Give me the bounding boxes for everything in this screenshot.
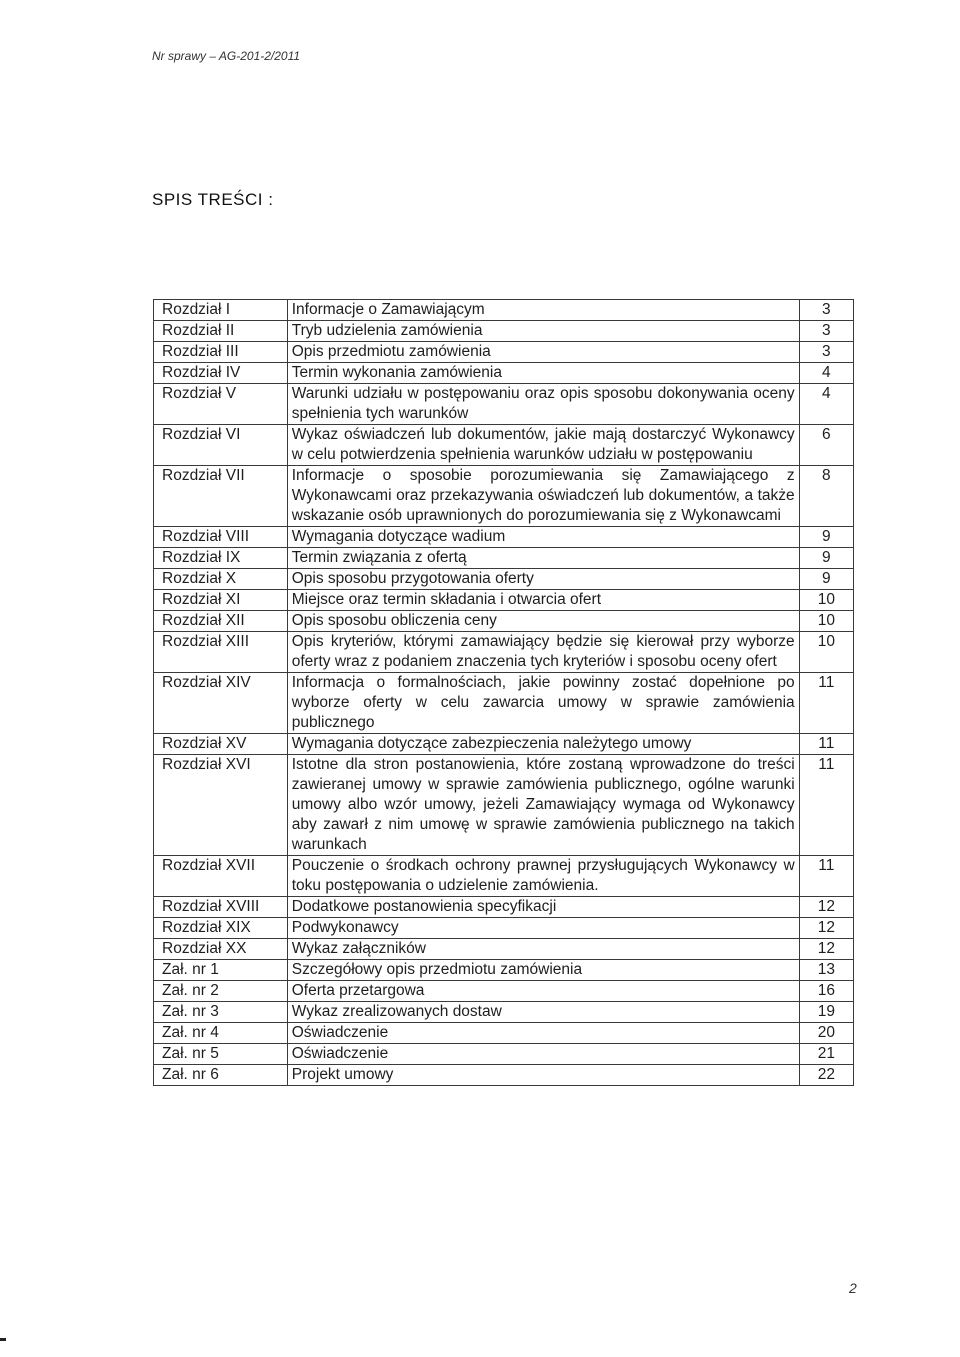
toc-chapter: Zał. nr 4 xyxy=(154,1023,288,1044)
toc-title: Miejsce oraz termin składania i otwarcia ofert xyxy=(287,590,799,611)
toc-chapter: Rozdział XVI xyxy=(154,755,288,856)
toc-page: 12 xyxy=(799,918,853,939)
toc-row xyxy=(154,1065,854,1086)
toc-row xyxy=(154,425,854,466)
toc-chapter: Rozdział VI xyxy=(154,425,288,466)
toc-title: Istotne dla stron postanowienia, które zostaną wprowadzone do treści zawieranej umowy w sprawie zamówienia publicznego, ogólne warunki umowy albo wzór umowy, jeżeli Zamawiający wymaga od Wykonawcy aby zawarł z nim umowę w sprawie zamówienia publicznego na takich warunkach xyxy=(287,755,799,856)
toc-chapter: Rozdział VII xyxy=(154,466,288,527)
toc-title: Informacje o sposobie porozumiewania się Zamawiającego z Wykonawcami oraz przekazywania oświadczeń lub dokumentów, a także wskazanie osób uprawnionych do porozumiewania się z Wykonawcami xyxy=(287,466,799,527)
toc-page: 9 xyxy=(799,548,853,569)
toc-title: Termin wykonania zamówienia xyxy=(287,363,799,384)
toc-row xyxy=(154,569,854,590)
toc-title: Informacja o formalnościach, jakie powinny zostać dopełnione po wyborze oferty w celu zawarcia umowy w sprawie zamówienia publicznego xyxy=(287,673,799,734)
toc-chapter: Rozdział XII xyxy=(154,611,288,632)
case-number: Nr sprawy – AG-201-2/2011 xyxy=(152,49,301,63)
toc-body xyxy=(154,300,854,1086)
toc-title: Projekt umowy xyxy=(287,1065,799,1086)
toc-title: Wykaz oświadczeń lub dokumentów, jakie mają dostarczyć Wykonawcy w celu potwierdzenia spełnienia warunków udziału w postępowaniu xyxy=(287,425,799,466)
toc-row xyxy=(154,734,854,755)
toc-page: 12 xyxy=(799,939,853,960)
toc-chapter: Zał. nr 3 xyxy=(154,1002,288,1023)
toc-row xyxy=(154,590,854,611)
toc-row xyxy=(154,611,854,632)
scan-edge-mark xyxy=(0,1338,6,1341)
page-title: SPIS TREŚCI : xyxy=(152,190,274,209)
toc-title: Tryb udzielenia zamówienia xyxy=(287,321,799,342)
toc-chapter: Rozdział II xyxy=(154,321,288,342)
toc-row xyxy=(154,363,854,384)
toc-title: Dodatkowe postanowienia specyfikacji xyxy=(287,897,799,918)
toc-row xyxy=(154,981,854,1002)
toc-title: Warunki udziału w postępowaniu oraz opis sposobu dokonywania oceny spełnienia tych warunków xyxy=(287,384,799,425)
table-of-contents xyxy=(153,299,854,1086)
toc-page: 11 xyxy=(799,734,853,755)
toc-chapter: Rozdział IV xyxy=(154,363,288,384)
toc-chapter: Rozdział VIII xyxy=(154,527,288,548)
toc-row xyxy=(154,342,854,363)
toc-page: 11 xyxy=(799,755,853,856)
toc-row xyxy=(154,939,854,960)
toc-row xyxy=(154,918,854,939)
toc-chapter: Rozdział IX xyxy=(154,548,288,569)
toc-page: 10 xyxy=(799,590,853,611)
toc-chapter: Rozdział XX xyxy=(154,939,288,960)
toc-row xyxy=(154,300,854,321)
toc-chapter: Rozdział XIX xyxy=(154,918,288,939)
toc-chapter: Zał. nr 2 xyxy=(154,981,288,1002)
toc-title: Oświadczenie xyxy=(287,1044,799,1065)
toc-chapter: Rozdział XIV xyxy=(154,673,288,734)
toc-page: 19 xyxy=(799,1002,853,1023)
toc-page: 4 xyxy=(799,384,853,425)
toc-page: 3 xyxy=(799,300,853,321)
toc-chapter: Rozdział XI xyxy=(154,590,288,611)
toc-chapter: Rozdział XVIII xyxy=(154,897,288,918)
toc-chapter: Rozdział I xyxy=(154,300,288,321)
toc-page: 11 xyxy=(799,673,853,734)
toc-row xyxy=(154,527,854,548)
toc-page: 6 xyxy=(799,425,853,466)
toc-page: 3 xyxy=(799,321,853,342)
toc-row xyxy=(154,321,854,342)
toc-row xyxy=(154,960,854,981)
toc-title: Opis sposobu obliczenia ceny xyxy=(287,611,799,632)
toc-page: 13 xyxy=(799,960,853,981)
toc-chapter: Rozdział XVII xyxy=(154,856,288,897)
toc-page: 11 xyxy=(799,856,853,897)
toc-chapter: Zał. nr 1 xyxy=(154,960,288,981)
toc-title: Szczegółowy opis przedmiotu zamówienia xyxy=(287,960,799,981)
toc-title: Informacje o Zamawiającym xyxy=(287,300,799,321)
toc-title: Wymagania dotyczące zabezpieczenia należytego umowy xyxy=(287,734,799,755)
toc-page: 16 xyxy=(799,981,853,1002)
toc-title: Wykaz załączników xyxy=(287,939,799,960)
toc-page: 9 xyxy=(799,569,853,590)
toc-title: Wykaz zrealizowanych dostaw xyxy=(287,1002,799,1023)
toc-chapter: Rozdział XIII xyxy=(154,632,288,673)
toc-row xyxy=(154,632,854,673)
toc-row xyxy=(154,466,854,527)
toc-chapter: Rozdział X xyxy=(154,569,288,590)
toc-chapter: Rozdział III xyxy=(154,342,288,363)
toc-page: 12 xyxy=(799,897,853,918)
toc-title: Podwykonawcy xyxy=(287,918,799,939)
toc-page: 21 xyxy=(799,1044,853,1065)
toc-row xyxy=(154,1044,854,1065)
toc-page: 20 xyxy=(799,1023,853,1044)
toc-row xyxy=(154,755,854,856)
toc-title: Oferta przetargowa xyxy=(287,981,799,1002)
toc-row xyxy=(154,897,854,918)
toc-title: Opis sposobu przygotowania oferty xyxy=(287,569,799,590)
toc-page: 10 xyxy=(799,632,853,673)
toc-page: 10 xyxy=(799,611,853,632)
toc-row xyxy=(154,856,854,897)
toc-page: 4 xyxy=(799,363,853,384)
toc-page: 8 xyxy=(799,466,853,527)
toc-page: 3 xyxy=(799,342,853,363)
toc-title: Termin związania z ofertą xyxy=(287,548,799,569)
toc-title: Wymagania dotyczące wadium xyxy=(287,527,799,548)
toc-page: 9 xyxy=(799,527,853,548)
toc-title: Opis kryteriów, którymi zamawiający będzie się kierował przy wyborze oferty wraz z podaniem znaczenia tych kryteriów i sposobu oceny ofert xyxy=(287,632,799,673)
page-number: 2 xyxy=(849,1280,857,1296)
toc-chapter: Zał. nr 6 xyxy=(154,1065,288,1086)
toc-row xyxy=(154,1002,854,1023)
toc-chapter: Rozdział XV xyxy=(154,734,288,755)
toc-chapter: Rozdział V xyxy=(154,384,288,425)
toc-title: Pouczenie o środkach ochrony prawnej przysługujących Wykonawcy w toku postępowania o udzielenie zamówienia. xyxy=(287,856,799,897)
toc-title: Opis przedmiotu zamówienia xyxy=(287,342,799,363)
toc-row xyxy=(154,1023,854,1044)
toc-row xyxy=(154,548,854,569)
toc-row xyxy=(154,673,854,734)
toc-title: Oświadczenie xyxy=(287,1023,799,1044)
toc-row xyxy=(154,384,854,425)
toc-page: 22 xyxy=(799,1065,853,1086)
toc-chapter: Zał. nr 5 xyxy=(154,1044,288,1065)
